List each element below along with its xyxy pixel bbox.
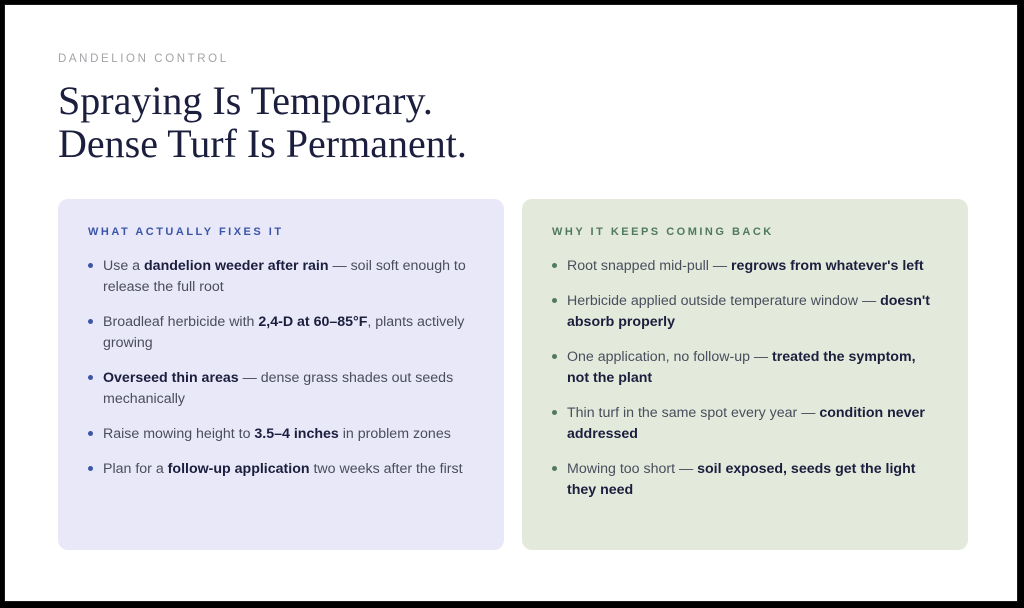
item-emphasis: 3.5–4 inches [254,426,339,442]
title-line-1: Spraying Is Temporary. [58,78,433,123]
item-emphasis: soil exposed, seeds get the light they need [567,461,916,498]
causes-list-item [552,347,938,389]
item-text: Plan for a [103,461,168,477]
item-emphasis: condition never addressed [567,405,925,442]
bullet-dot-icon [88,319,93,324]
item-emphasis: doesn't absorb properly [567,293,930,330]
fixes-list-item [88,312,474,354]
item-emphasis: Overseed thin areas [103,370,239,386]
item-text: — soil soft enough to release the full root [103,258,466,295]
item-text: One application, no follow-up — [567,349,773,365]
item-emphasis: 2,4-D at 60–85°F [258,314,368,330]
item-emphasis: dandelion weeder after rain [144,258,329,274]
item-text: Use a [103,258,145,274]
item-text: in problem zones [338,426,451,442]
item-emphasis: treated the symptom, not the plant [567,349,916,386]
causes-card [522,199,968,550]
causes-list [552,256,938,501]
item-text: — dense grass shades out seeds mechanically [103,370,454,407]
causes-list-item [552,256,938,277]
item-text: Herbicide applied outside temperature window — [567,293,881,309]
bullet-dot-icon [552,298,557,303]
bullet-dot-icon [88,431,93,436]
fixes-card [58,199,504,550]
causes-list-item [552,459,938,501]
item-text: Broadleaf herbicide with [103,314,259,330]
bullet-dot-icon [88,263,93,268]
item-emphasis: regrows from whatever's left [731,258,924,274]
item-text: two weeks after the first [309,461,463,477]
title-line-2: Dense Turf Is Permanent. [58,121,467,166]
fixes-list-item [88,256,474,298]
item-text: Mowing too short — [567,461,698,477]
item-text: Thin turf in the same spot every year — [567,405,820,421]
fixes-list [88,256,474,480]
bullet-dot-icon [88,466,93,471]
causes-list-item [552,291,938,333]
bullet-dot-icon [552,263,557,268]
bullet-dot-icon [552,466,557,471]
item-emphasis: follow-up application [167,461,310,477]
slide [4,4,1018,602]
fixes-card-heading: WHAT ACTUALLY FIXES IT [88,226,284,238]
fixes-list-item [88,424,474,445]
page-title [58,79,467,165]
bullet-dot-icon [552,410,557,415]
bullet-dot-icon [552,354,557,359]
bullet-dot-icon [88,375,93,380]
eyebrow-label: DANDELION CONTROL [58,53,229,65]
item-text: , plants actively growing [103,314,465,351]
item-text: Raise mowing height to [103,426,255,442]
fixes-list-item [88,368,474,410]
item-text: Root snapped mid-pull — [567,258,732,274]
causes-list-item [552,403,938,445]
causes-card-heading: WHY IT KEEPS COMING BACK [552,226,774,238]
fixes-list-item [88,459,474,480]
